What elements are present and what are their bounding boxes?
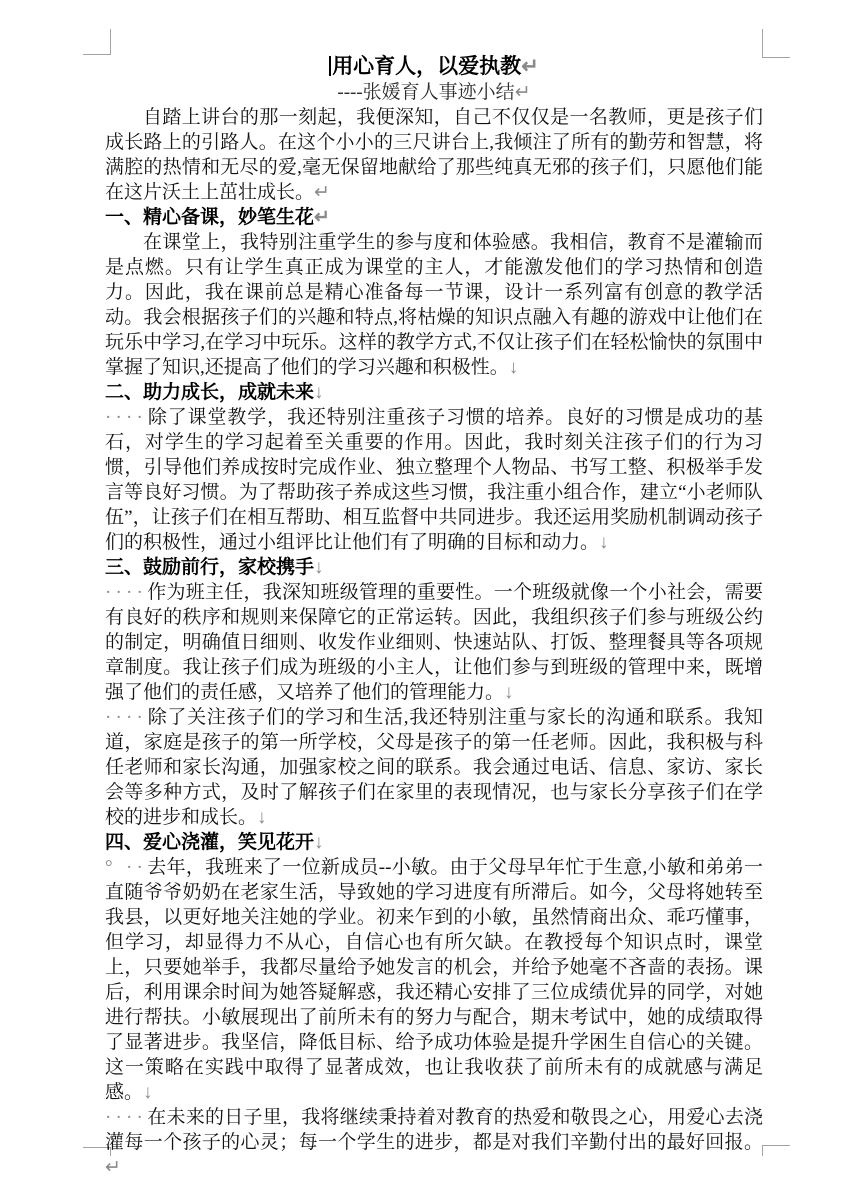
heading-text: 二、助力成长，成就未来 xyxy=(105,382,315,403)
paragraph-text: 作为班主任，我深知班级管理的重要性。一个班级就像一个小社会，需要有良好的秩序和规则来保障它的正常运转。因此，我组织孩子们参与班级公约的制定，明确值日细则、收发作业细则、快速站队、打饭、整理餐具等各项规章制度。我让孩子们成为班级的小主人，让他们参与到班级的管理中来，既增强了他们的责任感，又培养了他们的管理能力。 xyxy=(105,582,763,703)
paragraph-section-2 xyxy=(105,405,763,555)
line-break-mark: ↓ xyxy=(314,382,324,403)
space-marks: ···· xyxy=(105,1107,148,1128)
paragraph-section-4 xyxy=(105,855,763,1105)
crop-mark-top-left xyxy=(83,29,111,55)
space-marks: ···· xyxy=(105,407,148,428)
paragraph-intro xyxy=(105,105,763,205)
paragraph-section-1 xyxy=(105,230,763,380)
paragraph-section-3a xyxy=(105,580,763,705)
line-break-mark: ↓ xyxy=(257,807,267,828)
paragraph-mark: ↵ xyxy=(105,1157,121,1178)
paragraph-text: 去年，我班来了一位新成员--小敏。由于父母早年忙于生意,小敏和弟弟一直随爷爷奶奶在老家生活，导致她的学习进度有所滞后。如今，父母将她转至我县，以更好地关注她的学业。初来乍到的小敏，虽然情商出众、乖巧懂事，但学习，却显得力不从心，自信心也有所欠缺。在教授每个知识点时，课堂上，只要她举手，我都尽量给予她发言的机会，并给予她毫不吝啬的表扬。课后，利用课余时间为她答疑解惑，我还精心安排了三位成绩优异的同学，对她进行帮扶。小敏展现出了前所未有的努力与配合，期末考试中，她的成绩取得了显著进步。我坚信，降低目标、给予成功体验是提升学困生自信心的关键。这一策略在实践中取得了显著成效，也让我收获了前所未有的成就感与满足感。 xyxy=(105,857,763,1103)
line-break-mark: ↓ xyxy=(508,357,519,378)
title-text: 用心育人，以爱执教 xyxy=(332,54,522,78)
crop-mark-top-right xyxy=(762,29,790,58)
heading-text: 三、鼓励前行，家校携手 xyxy=(105,557,315,578)
space-marks: ° ·· xyxy=(105,857,148,878)
crop-mark-bottom-right xyxy=(762,1145,790,1156)
paragraph-text: 除了课堂教学，我还特别注重孩子习惯的培养。良好的习惯是成功的基石，对学生的学习起着至关重要的作用。因此，我时刻关注孩子们的行为习惯，引导他们养成按时完成作业、独立整理个人物品、书写工整、积极举手发言等良好习惯。为了帮助孩子养成这些习惯，我注重小组合作，建立“小老师队伍”，让孩子们在相互帮助、相互监督中共同进步。我还运用奖励机制调动孩子们的积极性，通过小组评比让他们有了明确的目标和动力。 xyxy=(105,407,763,553)
document-subtitle xyxy=(105,80,763,105)
paragraph-section-3b xyxy=(105,705,763,830)
paragraph-text: 除了关注孩子们的学习和生活,我还特别注重与家长的沟通和联系。我知道，家庭是孩子的第一所学校，父母是孩子的第一任老师。因此，我积极与科任老师和家长沟通，加强家校之间的联系。我会通过电话、信息、家访、家长会等多种方式，及时了解孩子们在家里的表现情况，也与家长分享孩子们在学校的进步和成长。 xyxy=(105,707,763,828)
paragraph-mark: ↵ xyxy=(514,82,531,103)
heading-text: 四、爱心浇灌，笑见花开 xyxy=(105,832,315,853)
paragraph-text: 自踏上讲台的那一刻起，我便深知，自己不仅仅是一名教师，更是孩子们成长路上的引路人。在这个小小的三尺讲台上,我倾注了所有的勤劳和智慧，将满腔的热情和无尽的爱,毫无保留地献给了那些纯真无邪的孩子们，只愿他们能在这片沃土上茁壮成长。 xyxy=(105,107,763,203)
paragraph-closing xyxy=(105,1105,763,1180)
document-title xyxy=(105,53,763,80)
paragraph-mark: ↵ xyxy=(314,207,330,228)
paragraph-text: 在课堂上，我特别注重学生的参与度和体验感。我相信，教育不是灌输而是点燃。只有让学生真正成为课堂的主人，才能激发他们的学习热情和创造力。因此，我在课前总是精心准备每一节课，设计一系列富有创意的教学活动。我会根据孩子们的兴趣和特点,将枯燥的知识点融入有趣的游戏中让他们在玩乐中学习,在学习中玩乐。这样的教学方式,不仅让孩子们在轻松愉快的氛围中掌握了知识,还提高了他们的学习兴趣和积极性。 xyxy=(105,232,763,378)
paragraph-mark: ↵ xyxy=(314,182,330,203)
document-content xyxy=(105,53,763,1180)
section-heading-1 xyxy=(105,205,763,230)
space-marks: ···· xyxy=(105,582,148,603)
space-marks: ···· xyxy=(105,707,148,728)
section-heading-4 xyxy=(105,830,763,855)
line-break-mark: ↓ xyxy=(504,682,514,703)
text-cursor xyxy=(329,56,331,76)
line-break-mark: ↓ xyxy=(314,557,324,578)
line-break-mark: ↓ xyxy=(599,532,609,553)
paragraph-mark: ↵ xyxy=(521,54,539,78)
line-break-mark: ↓ xyxy=(143,1082,153,1103)
section-heading-3 xyxy=(105,555,763,580)
section-heading-2 xyxy=(105,380,763,405)
subtitle-text: ----张媛育人事迹小结 xyxy=(337,82,515,103)
paragraph-text: 在未来的日子里，我将继续秉持着对教育的热爱和敬畏之心，用爱心去浇灌每一个孩子的心灵；每一个学生的进步，都是对我们辛勤付出的最好回报。 xyxy=(105,1107,763,1153)
line-break-mark: ↓ xyxy=(314,832,324,853)
heading-text: 一、精心备课，妙笔生花 xyxy=(105,207,315,228)
